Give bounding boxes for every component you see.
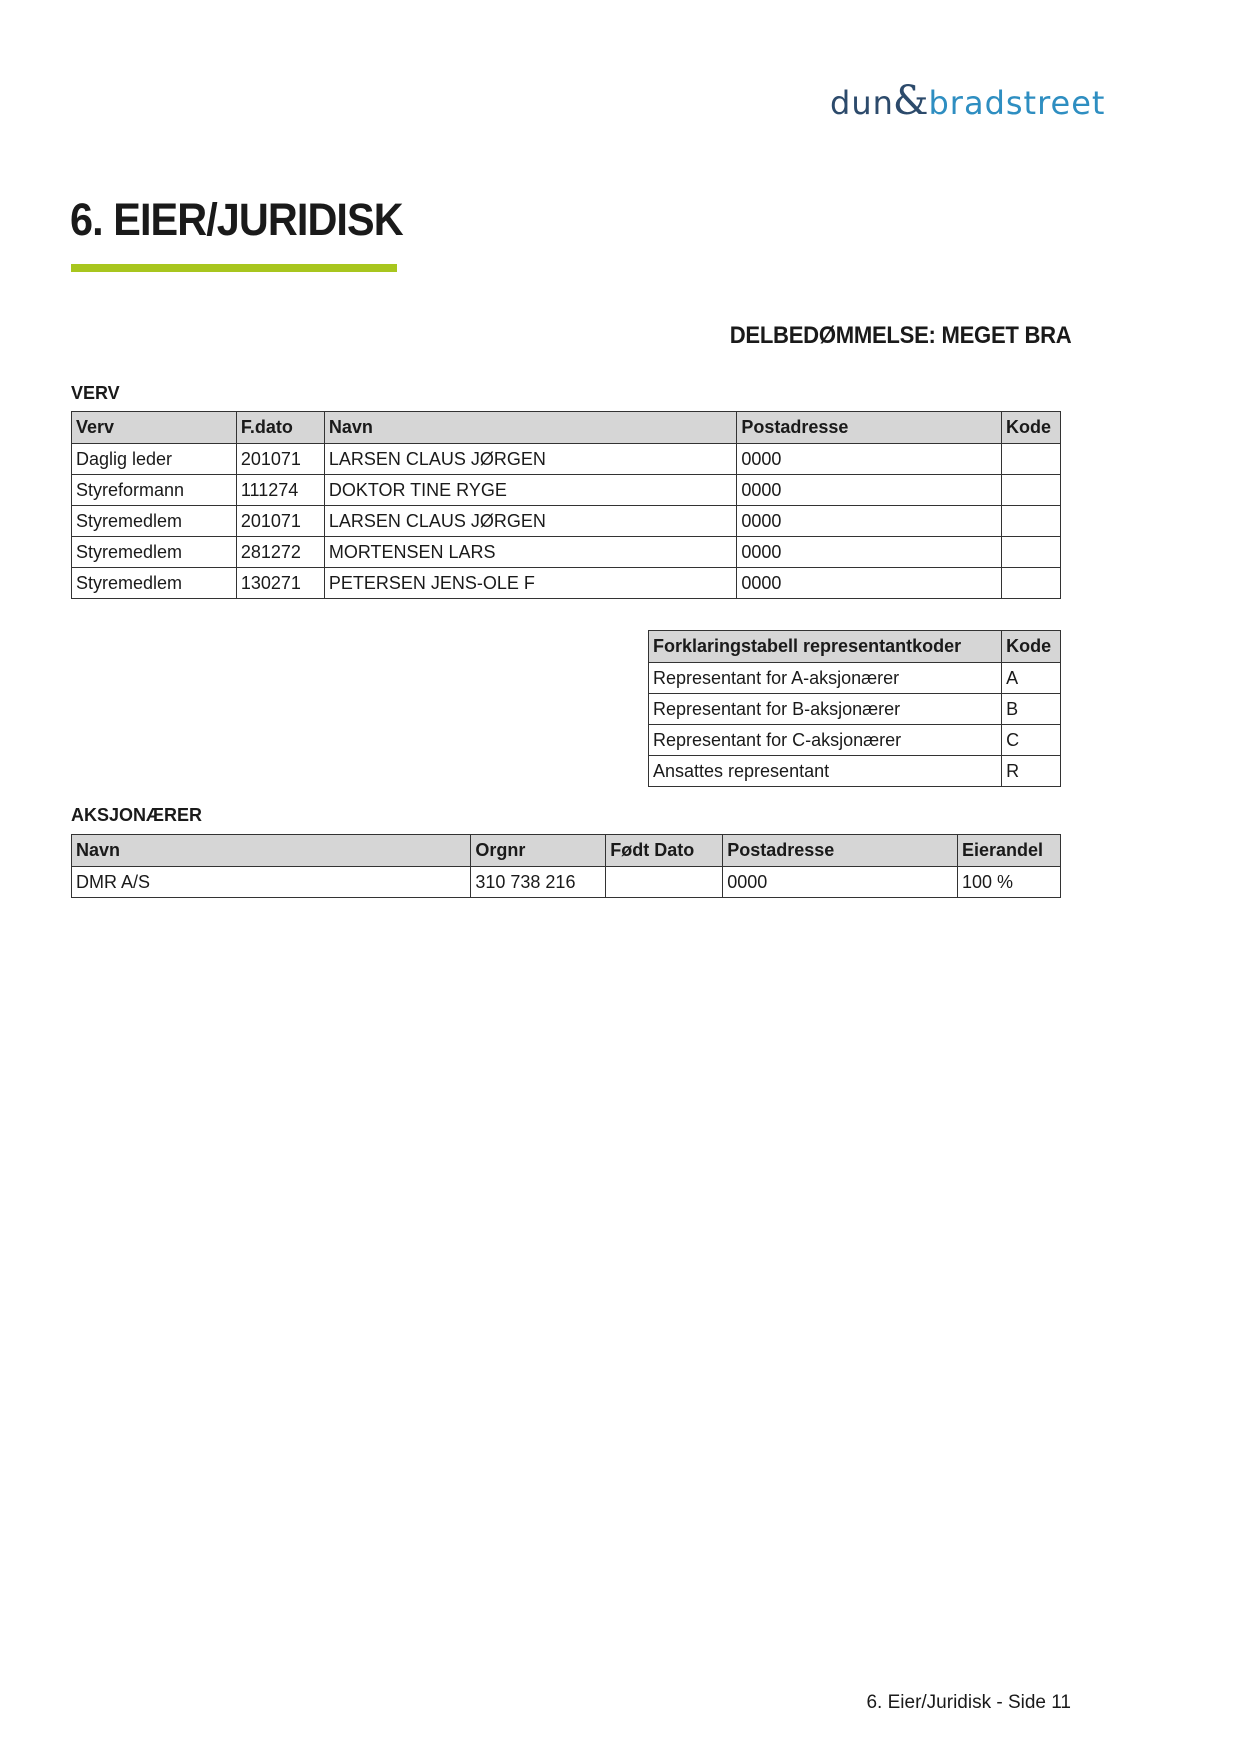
verv-col-kode: Kode	[1001, 412, 1060, 444]
dun-bradstreet-logo	[830, 78, 1105, 124]
aksjonaerer-cell: DMR A/S	[72, 867, 471, 898]
codes-cell: Representant for B-aksjonærer	[649, 694, 1002, 725]
aksjonaerer-table	[71, 834, 1061, 898]
logo-bradstreet-text: bradstreet	[928, 84, 1106, 122]
table-row	[649, 756, 1061, 787]
codes-cell: Ansattes representant	[649, 756, 1002, 787]
verv-col-verv: Verv	[72, 412, 237, 444]
codes-cell: C	[1002, 725, 1061, 756]
codes-cell: B	[1002, 694, 1061, 725]
verv-cell: DOKTOR TINE RYGE	[324, 475, 737, 506]
table-row	[72, 537, 1061, 568]
aksjonaerer-cell: 100 %	[957, 867, 1060, 898]
verv-cell: 201071	[236, 506, 324, 537]
verv-cell: 201071	[236, 444, 324, 475]
table-row	[72, 568, 1061, 599]
verv-cell: MORTENSEN LARS	[324, 537, 737, 568]
verv-cell: Styreformann	[72, 475, 237, 506]
aksjonaerer-section-label: AKSJONÆRER	[71, 805, 203, 825]
verv-cell: Styremedlem	[72, 537, 237, 568]
verv-cell	[1001, 537, 1060, 568]
logo-dun-text: dun	[830, 84, 894, 122]
verv-cell: 0000	[737, 537, 1002, 568]
codes-header-row	[649, 631, 1061, 663]
verv-cell: 0000	[737, 444, 1002, 475]
logo-ampersand: &	[892, 78, 930, 124]
page-footer: 6. Eier/Juridisk - Side 11	[866, 1692, 1071, 1713]
aksjonaerer-cell	[606, 867, 723, 898]
codes-cell: R	[1002, 756, 1061, 787]
verv-col-navn: Navn	[324, 412, 737, 444]
aksjonaerer-col-postadresse: Postadresse	[723, 835, 958, 867]
codes-cell: Representant for A-aksjonærer	[649, 663, 1002, 694]
verv-col-postadresse: Postadresse	[737, 412, 1002, 444]
table-row	[649, 694, 1061, 725]
codes-col-kode: Kode	[1002, 631, 1061, 663]
verv-cell: Daglig leder	[72, 444, 237, 475]
table-row	[649, 725, 1061, 756]
verv-cell: 281272	[236, 537, 324, 568]
verv-cell	[1001, 568, 1060, 599]
representative-codes-table	[648, 630, 1061, 787]
codes-cell: Representant for C-aksjonærer	[649, 725, 1002, 756]
aksjonaerer-header-row	[72, 835, 1061, 867]
aksjonaerer-cell: 310 738 216	[471, 867, 606, 898]
verv-header-row	[72, 412, 1061, 444]
aksjonaerer-col-orgnr: Orgnr	[471, 835, 606, 867]
verv-cell: PETERSEN JENS-OLE F	[324, 568, 737, 599]
aksjonaerer-col-navn: Navn	[72, 835, 471, 867]
verv-cell: LARSEN CLAUS JØRGEN	[324, 444, 737, 475]
verv-cell: 0000	[737, 568, 1002, 599]
rating-heading: DELBEDØMMELSE: MEGET BRA	[729, 322, 1071, 349]
verv-cell	[1001, 475, 1060, 506]
table-row	[72, 506, 1061, 537]
verv-cell: LARSEN CLAUS JØRGEN	[324, 506, 737, 537]
table-row	[72, 475, 1061, 506]
codes-cell: A	[1002, 663, 1061, 694]
verv-cell: 0000	[737, 506, 1002, 537]
codes-col-forklaring: Forklaringstabell representantkoder	[649, 631, 1002, 663]
verv-cell: 130271	[236, 568, 324, 599]
aksjonaerer-cell: 0000	[723, 867, 958, 898]
aksjonaerer-col-eierandel: Eierandel	[957, 835, 1060, 867]
verv-table	[71, 411, 1061, 599]
table-row	[72, 444, 1061, 475]
title-underline-bar	[71, 264, 397, 272]
verv-col-fdato: F.dato	[236, 412, 324, 444]
verv-cell: 0000	[737, 475, 1002, 506]
aksjonaerer-col-fodt-dato: Født Dato	[606, 835, 723, 867]
verv-cell	[1001, 506, 1060, 537]
verv-cell	[1001, 444, 1060, 475]
table-row	[649, 663, 1061, 694]
verv-cell: 111274	[236, 475, 324, 506]
verv-cell: Styremedlem	[72, 506, 237, 537]
verv-section-label: VERV	[71, 383, 120, 403]
page-title: 6. EIER/JURIDISK	[70, 194, 403, 245]
verv-cell: Styremedlem	[72, 568, 237, 599]
table-row	[72, 867, 1061, 898]
